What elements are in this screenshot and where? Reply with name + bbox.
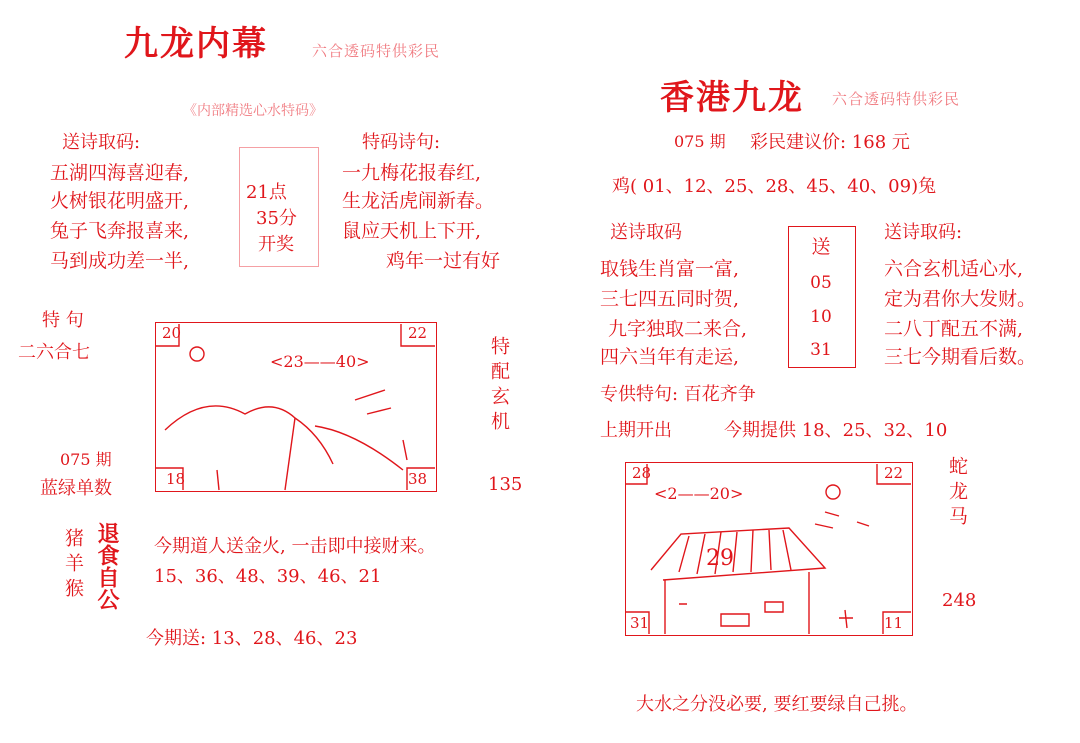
right-picture-corner-tl: 28: [632, 464, 652, 482]
house-sketch: [625, 462, 913, 636]
right-poem-left-line-3: 九字独取二来合,: [608, 318, 748, 340]
provide-line: 今期提供 18、25、32、10: [724, 420, 948, 441]
left-side-label: 特配玄机: [488, 336, 510, 436]
right-picture-corner-bl: 31: [630, 614, 650, 632]
right-poem-left-line-4: 四六当年有走运,: [600, 346, 740, 368]
right-poem-right-line-1: 六合玄机适心水,: [884, 258, 1024, 280]
right-side-label: 蛇龙马: [946, 456, 968, 531]
mountain-sketch: [155, 322, 437, 492]
right-footer: 大水之分没必要, 要红要绿自己挑。: [636, 694, 918, 715]
left-send-line: 今期送: 13、28、46、23: [146, 628, 358, 649]
left-subtitle: 《内部精选心水特码》: [183, 103, 323, 119]
animal-monkey: 猴: [62, 578, 84, 603]
special-phrase: 二六合七: [18, 342, 90, 363]
right-poem-left-line-2: 三七四五同时贺,: [600, 288, 740, 310]
animal-pig: 猪: [62, 528, 84, 553]
left-poem-left-line-1: 五湖四海喜迎春,: [50, 162, 190, 184]
special-phrase-label: 特 句: [42, 310, 84, 331]
right-price: 彩民建议价: 168 元: [750, 132, 910, 153]
animal-sheep: 羊: [62, 553, 84, 578]
right-picture-corner-br: 11: [884, 614, 904, 632]
left-picture-corner-tr: 22: [408, 324, 428, 342]
left-picture-corner-tl: 20: [162, 324, 182, 342]
left-poem-right-header: 特码诗句:: [362, 132, 441, 153]
left-line-2: 15、36、48、39、46、21: [154, 566, 382, 587]
retire-text: 退食自公: [94, 522, 120, 610]
left-poem-right-line-1: 一九梅花报春红,: [342, 162, 482, 184]
right-picture-corner-tr: 22: [884, 464, 904, 482]
right-poem-left-line-1: 取钱生肖富一富,: [600, 258, 740, 280]
right-poem-right-header: 送诗取码:: [884, 222, 963, 243]
send-box-number-2: 10: [810, 307, 832, 327]
draw-time-minute: 35分: [256, 208, 297, 229]
color-hint: 蓝绿单数: [40, 478, 112, 499]
right-special-phrase: 专供特句: 百花齐争: [600, 384, 756, 405]
right-issue: 075 期: [674, 132, 726, 151]
left-poem-left-header: 送诗取码:: [62, 132, 141, 153]
send-box-number-3: 31: [810, 340, 832, 360]
left-picture-corner-br: 38: [408, 470, 428, 488]
left-poem-left-line-3: 兔子飞奔报喜来,: [50, 220, 190, 242]
left-poem-right-line-2: 生龙活虎闹新春。: [342, 190, 495, 212]
draw-time-hour: 21点: [246, 182, 287, 203]
left-poem-right-line-4: 鸡年一过有好: [386, 250, 501, 272]
left-title: 九龙内幕: [124, 24, 268, 64]
animals-list: [60, 528, 87, 603]
left-picture-range: <23——40>: [270, 352, 370, 371]
right-side-number: 248: [942, 590, 977, 611]
left-poem-right-line-3: 鼠应天机上下开,: [342, 220, 482, 242]
left-picture-corner-bl: 18: [166, 470, 186, 488]
left-side-number: 135: [488, 474, 523, 495]
left-line-1: 今期道人送金火, 一击即中接财来。: [154, 536, 436, 557]
right-poem-right-line-3: 二八丁配五不满,: [884, 318, 1024, 340]
right-picture-center: 29: [706, 546, 734, 571]
right-poem-right-line-4: 三七今期看后数。: [884, 346, 1037, 368]
right-poem-left-header: 送诗取码: [610, 222, 682, 243]
draw-time-open: 开奖: [258, 234, 294, 255]
send-box-number-1: 05: [810, 273, 832, 293]
send-box-label: 送: [811, 236, 831, 258]
left-title-tag: 六合透码特供彩民: [312, 42, 441, 60]
right-poem-right-line-2: 定为君你大发财。: [884, 288, 1037, 310]
right-title: 香港九龙: [660, 78, 804, 118]
left-issue: 075 期: [60, 450, 112, 469]
right-numbers-line: 鸡( 01、12、25、28、45、40、09)兔: [612, 176, 937, 197]
left-poem-left-line-2: 火树银花明盛开,: [50, 190, 190, 212]
right-title-tag: 六合透码特供彩民: [832, 90, 961, 108]
right-picture-range: <2——20>: [654, 484, 744, 503]
left-poem-left-line-4: 马到成功差一半,: [50, 250, 190, 272]
last-draw-label: 上期开出: [600, 420, 672, 441]
